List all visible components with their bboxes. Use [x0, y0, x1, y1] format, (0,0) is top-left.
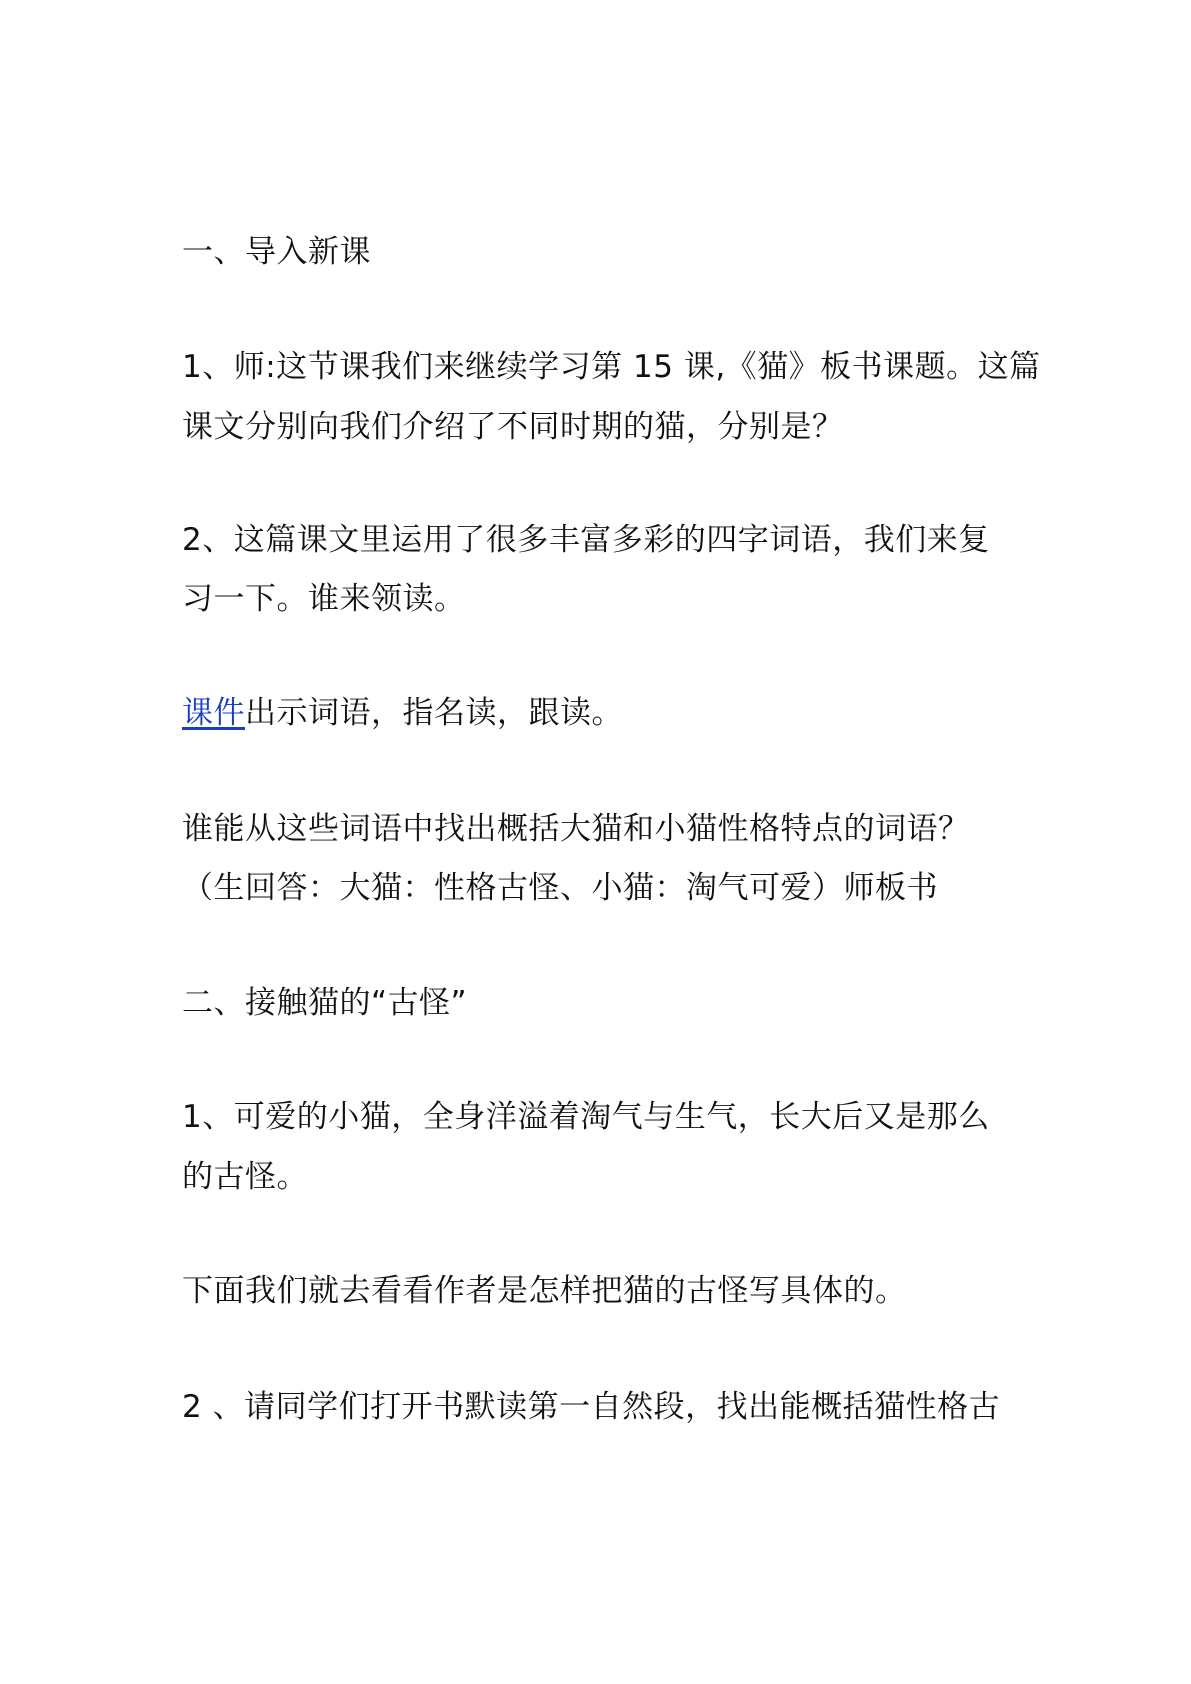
paragraph-line: 2、这篇课文里运用了很多丰富多彩的四字词语，我们来复 [182, 522, 990, 558]
paragraph-text: 出示词语，指名读，跟读。 [245, 695, 623, 731]
paragraph-line: 习一下。谁来领读。 [182, 581, 466, 617]
paragraph-line: 1、可爱的小猫，全身洋溢着淘气与生气，长大后又是那么 [182, 1099, 990, 1135]
paragraph-line: 课文分别向我们介绍了不同时期的猫，分别是？ [182, 409, 844, 445]
paragraph-line: 1、师:这节课我们来继续学习第 15 课,《猫》板书课题。这篇 [182, 349, 1041, 385]
section-heading-strange: 二、接触猫的“古怪” [182, 985, 468, 1021]
paragraph-line: 的古怪。 [182, 1159, 308, 1195]
section-heading-intro: 一、导入新课 [182, 234, 371, 270]
paragraph-line: 谁能从这些词语中找出概括大猫和小猫性格特点的词语？ [182, 811, 970, 847]
courseware-link[interactable]: 课件 [182, 695, 245, 731]
paragraph-courseware [182, 693, 1022, 733]
paragraph-line: （生回答：大猫：性格古怪、小猫：淘气可爱）师板书 [182, 870, 938, 906]
paragraph-line: 2 、请同学们打开书默读第一自然段，找出能概括猫性格古 [182, 1389, 1001, 1425]
paragraph-line: 下面我们就去看看作者是怎样把猫的古怪写具体的。 [182, 1273, 907, 1309]
